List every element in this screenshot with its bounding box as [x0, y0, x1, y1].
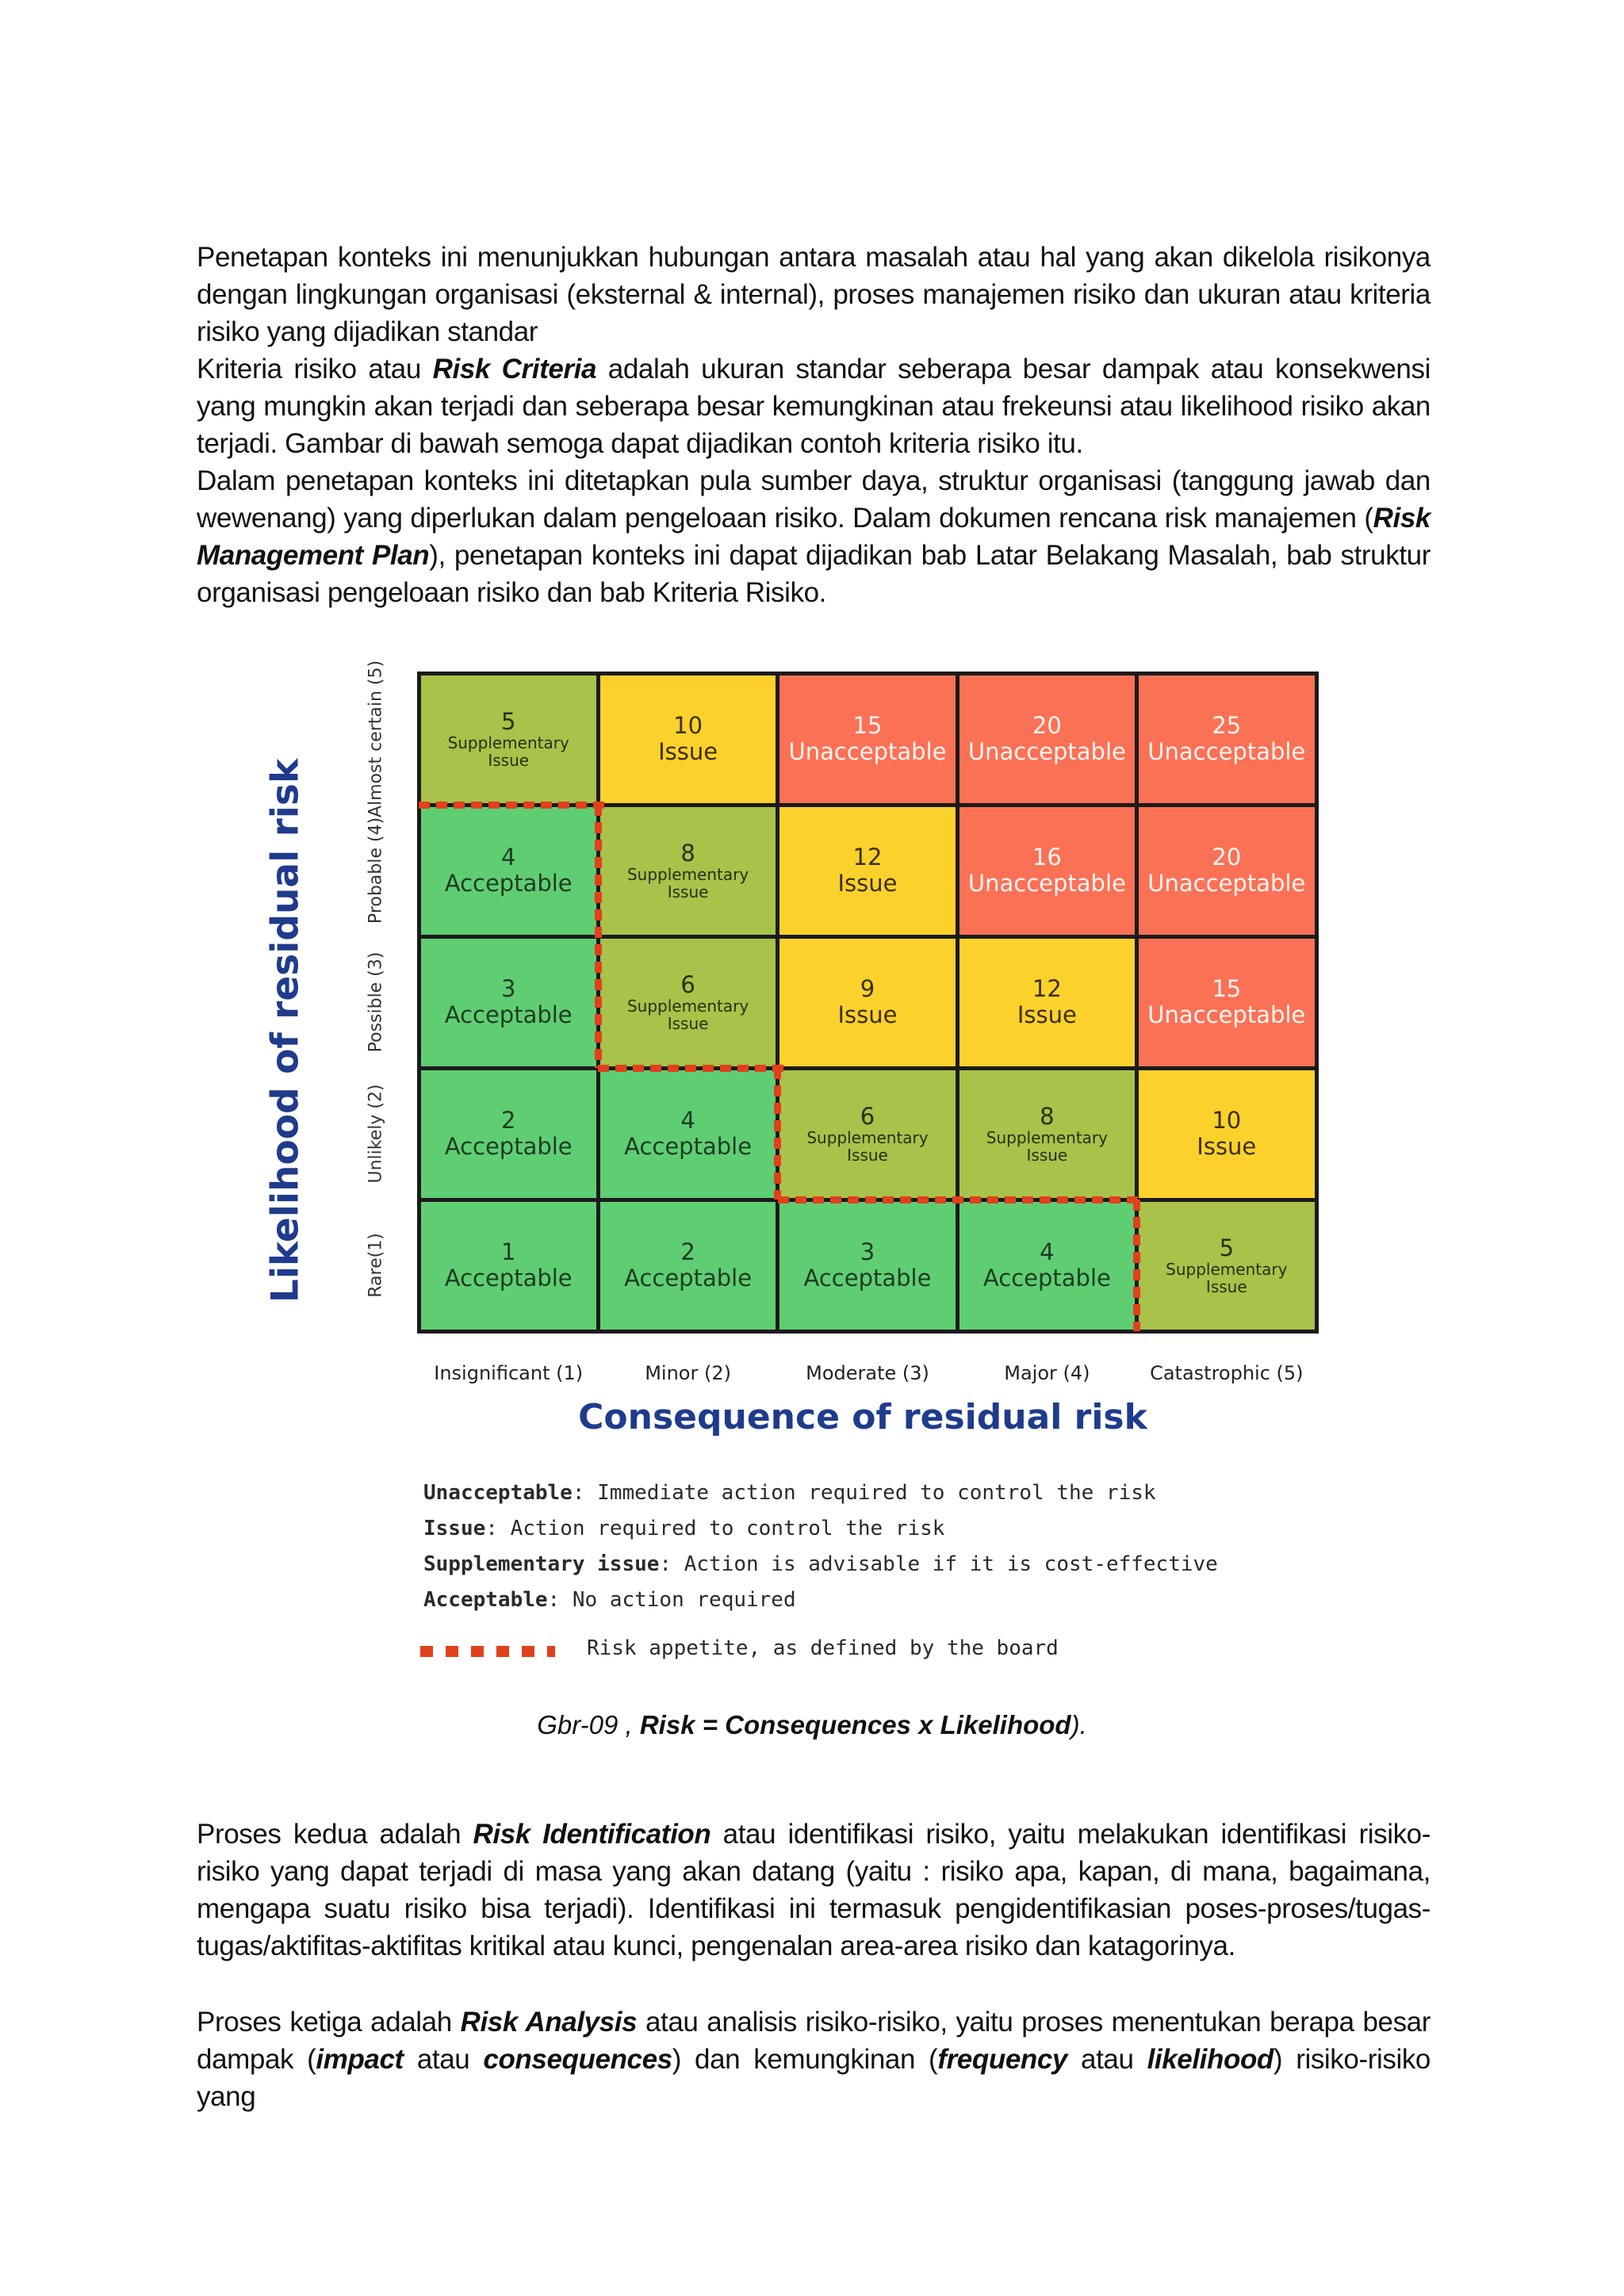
- legend-description: : Action required to control the risk: [485, 1517, 945, 1540]
- grid-line: [417, 1330, 1319, 1334]
- cell-rating: Supplementary Issue: [1166, 1260, 1288, 1296]
- matrix-cell: [957, 805, 1136, 936]
- cell-score: 6: [860, 1103, 875, 1130]
- grid-line: [417, 672, 1319, 675]
- consequence-level-label: Moderate (3): [806, 1362, 929, 1384]
- legend-key: Issue: [423, 1517, 486, 1540]
- likelihood-level-label: Unlikely (2): [366, 1084, 386, 1184]
- caption-prefix: Gbr-09 ,: [537, 1710, 640, 1739]
- cell-score: 8: [1040, 1103, 1055, 1130]
- matrix-cell: [1137, 805, 1316, 936]
- paragraph-text: Dalam penetapan konteks ini ditetapkan pula sumber daya, struktur organisasi (tanggung jawab dan wewenang) yang diperlukan dalam pengeloaan risiko. Dalam dokumen rencana risk manajemen (: [197, 465, 1431, 534]
- term-frequency: frequency: [937, 2044, 1067, 2075]
- matrix-cell: [598, 805, 777, 936]
- matrix-cell: [778, 805, 957, 936]
- risk-appetite-line: [774, 1068, 781, 1200]
- cell-rating: Unacceptable: [967, 738, 1126, 765]
- paragraph-text: atau: [403, 2044, 484, 2075]
- matrix-cell: [1137, 1200, 1316, 1331]
- term-consequences: consequences: [483, 2044, 672, 2075]
- matrix-cell: [1137, 1068, 1316, 1200]
- paragraph-context: [197, 239, 1431, 611]
- cell-score: 2: [680, 1238, 695, 1265]
- risk-appetite-dash-key: [420, 1646, 555, 1657]
- figure-caption: [0, 1710, 1624, 1740]
- cell-rating: Issue: [1017, 1001, 1077, 1028]
- paragraph-text: atau: [1067, 2044, 1147, 2075]
- cell-score: 3: [500, 975, 516, 1002]
- cell-rating: Acceptable: [803, 1265, 932, 1292]
- cell-rating: Unacceptable: [1147, 738, 1306, 765]
- paragraph-text: atau identifikasi risiko, yaitu melakukan identifikasi risiko-risiko yang dapat terjadi di masa yang akan datang (yaitu : risiko apa, kapan, di mana, bagaimana, mengapa suatu risiko bisa terjadi). Identifikasi ini termasuk pengidentifikasian poses-proses/tugas-tugas/aktifitas-aktifitas kritikal atau kunci, pengenalan area-area risiko dan katagorinya.: [197, 1819, 1431, 1961]
- risk-appetite-line: [778, 1196, 1144, 1203]
- matrix-cell: [778, 936, 957, 1068]
- cell-score: 9: [860, 975, 875, 1002]
- term-likelihood: likelihood: [1147, 2044, 1274, 2075]
- paragraph-text: Proses ketiga adalah: [197, 2007, 461, 2038]
- matrix-cell: [598, 1068, 777, 1200]
- cell-score: 2: [500, 1107, 516, 1134]
- paragraph-text: ) dan kemungkinan (: [672, 2044, 938, 2075]
- term-risk-analysis: Risk Analysis: [460, 2007, 638, 2038]
- cell-rating: Issue: [658, 738, 718, 765]
- matrix-cell: [957, 673, 1136, 805]
- cell-rating: Supplementary Issue: [986, 1128, 1108, 1165]
- paragraph-text: Proses kedua adalah: [197, 1819, 473, 1850]
- cell-score: 1: [500, 1238, 516, 1265]
- paragraph-text: ), penetapan konteks ini dapat dijadikan bab Latar Belakang Masalah, bab struktur organisasi pengeloaan risiko dan bab Kriteria Risiko.: [197, 540, 1431, 608]
- cell-rating: Unacceptable: [1147, 1001, 1306, 1028]
- paragraph-risk-identification: [197, 1816, 1431, 1965]
- matrix-cell: [957, 1200, 1136, 1331]
- cell-rating: Acceptable: [624, 1265, 753, 1292]
- grid-line: [776, 672, 779, 1334]
- matrix-cell: [778, 1068, 957, 1200]
- paragraph-text: Kriteria risiko atau: [197, 354, 433, 385]
- cell-score: 6: [680, 971, 695, 998]
- cell-score: 20: [1032, 712, 1062, 739]
- risk-appetite-line: [1133, 1200, 1140, 1331]
- cell-rating: Supplementary Issue: [447, 733, 569, 770]
- legend-key: Acceptable: [423, 1588, 548, 1612]
- matrix-cell: [957, 1068, 1136, 1200]
- grid-line: [417, 672, 421, 1334]
- legend-item: [423, 1588, 796, 1612]
- cell-score: 12: [852, 844, 883, 871]
- legend-item: [423, 1481, 1156, 1505]
- term-impact: impact: [316, 2044, 404, 2075]
- cell-score: 16: [1032, 844, 1062, 871]
- cell-score: 4: [680, 1107, 695, 1134]
- cell-score: 3: [860, 1238, 875, 1265]
- legend-description: : Action is advisable if it is cost-effective: [659, 1552, 1218, 1576]
- risk-appetite-line: [598, 1065, 784, 1072]
- cell-rating: Unacceptable: [788, 738, 947, 765]
- term-risk-identification: Risk Identification: [473, 1819, 711, 1850]
- cell-score: 4: [500, 844, 516, 871]
- likelihood-level-label: Almost certain (5): [366, 660, 386, 818]
- cell-rating: Acceptable: [624, 1133, 753, 1160]
- risk-matrix: [419, 673, 1316, 1331]
- paragraph-text: Penetapan konteks ini menunjukkan hubungan antara masalah atau hal yang akan dikelola risikonya dengan lingkungan organisasi (eksternal & internal), proses manajemen risiko dan ukuran atau kriteria risiko yang dijadikan standar: [197, 242, 1431, 347]
- matrix-cell: [419, 1068, 598, 1200]
- consequence-level-label: Major (4): [1004, 1362, 1090, 1384]
- cell-rating: Issue: [837, 870, 898, 897]
- cell-rating: Acceptable: [444, 1265, 573, 1292]
- legend-description: : No action required: [547, 1588, 796, 1612]
- paragraph-text: adalah ukuran standar seberapa besar dampak atau konsekwensi yang mungkin akan terjadi dan seberapa besar kemungkinan atau frekeunsi atau likelihood risiko akan terjadi. Gambar di bawah semoga dapat dijadikan contoh kriteria risiko itu.: [197, 354, 1431, 459]
- cell-score: 15: [1212, 975, 1242, 1002]
- grid-line: [417, 1066, 1319, 1070]
- cell-rating: Acceptable: [982, 1265, 1111, 1292]
- risk-appetite-line: [595, 805, 602, 1068]
- legend-description: : Immediate action required to control the risk: [572, 1481, 1156, 1505]
- caption-suffix: ).: [1071, 1710, 1087, 1739]
- grid-line: [417, 935, 1319, 939]
- cell-score: 15: [852, 712, 883, 739]
- likelihood-level-label: Rare(1): [366, 1233, 386, 1298]
- cell-score: 25: [1212, 712, 1242, 739]
- likelihood-level-label: Probable (4): [366, 817, 386, 924]
- x-axis-title: Consequence of residual risk: [578, 1397, 1147, 1437]
- matrix-cell: [419, 1200, 598, 1331]
- consequence-level-label: Catastrophic (5): [1150, 1362, 1304, 1384]
- risk-appetite-line: [419, 802, 605, 809]
- likelihood-level-label: Possible (3): [366, 951, 386, 1053]
- cell-score: 5: [500, 708, 516, 735]
- matrix-cell: [957, 936, 1136, 1068]
- grid-line: [1315, 672, 1319, 1334]
- cell-rating: Supplementary Issue: [626, 865, 749, 901]
- cell-rating: Issue: [837, 1001, 898, 1028]
- consequence-level-label: Minor (2): [645, 1362, 731, 1384]
- matrix-cell: [778, 1200, 957, 1331]
- matrix-cell: [778, 673, 957, 805]
- cell-score: 10: [1212, 1107, 1242, 1134]
- matrix-cell: [419, 673, 598, 805]
- matrix-cell: [419, 805, 598, 936]
- cell-rating: Supplementary Issue: [626, 997, 749, 1033]
- cell-score: 4: [1040, 1238, 1055, 1265]
- cell-rating: Acceptable: [444, 1133, 573, 1160]
- cell-rating: Unacceptable: [967, 870, 1126, 897]
- matrix-cell: [1137, 936, 1316, 1068]
- paragraph-text: atau analisis risiko-risiko, yaitu proses menentukan berapa besar dampak (: [197, 2007, 1431, 2075]
- cell-rating: Supplementary Issue: [806, 1128, 929, 1165]
- caption-formula: Risk = Consequences x Likelihood: [639, 1710, 1071, 1739]
- term-risk-management-plan: Risk Management Plan: [197, 503, 1431, 571]
- matrix-cell: [598, 1200, 777, 1331]
- cell-rating: Issue: [1197, 1133, 1257, 1160]
- cell-score: 5: [1219, 1234, 1235, 1261]
- matrix-cell: [598, 673, 777, 805]
- cell-score: 8: [680, 840, 695, 867]
- paragraph-text: ) risiko-risiko yang: [197, 2044, 1431, 2112]
- risk-appetite-label: Risk appetite, as defined by the board: [587, 1636, 1059, 1660]
- cell-rating: Unacceptable: [1147, 870, 1306, 897]
- term-risk-criteria: Risk Criteria: [432, 354, 597, 385]
- cell-score: 12: [1032, 975, 1062, 1002]
- grid-line: [956, 672, 959, 1334]
- legend-item: [423, 1552, 1218, 1576]
- cell-rating: Acceptable: [444, 1001, 573, 1028]
- legend-key: Supplementary issue: [423, 1552, 660, 1576]
- paragraph-risk-analysis: [197, 2003, 1431, 2115]
- legend-key: Unacceptable: [423, 1481, 573, 1505]
- legend-item: [423, 1517, 944, 1540]
- matrix-cell: [1137, 673, 1316, 805]
- consequence-level-label: Insignificant (1): [434, 1362, 584, 1384]
- matrix-cell: [419, 936, 598, 1068]
- cell-score: 10: [673, 712, 703, 739]
- matrix-cell: [598, 936, 777, 1068]
- y-axis-title: Likelihood of residual risk: [263, 758, 308, 1303]
- cell-rating: Acceptable: [444, 870, 573, 897]
- cell-score: 20: [1212, 844, 1242, 871]
